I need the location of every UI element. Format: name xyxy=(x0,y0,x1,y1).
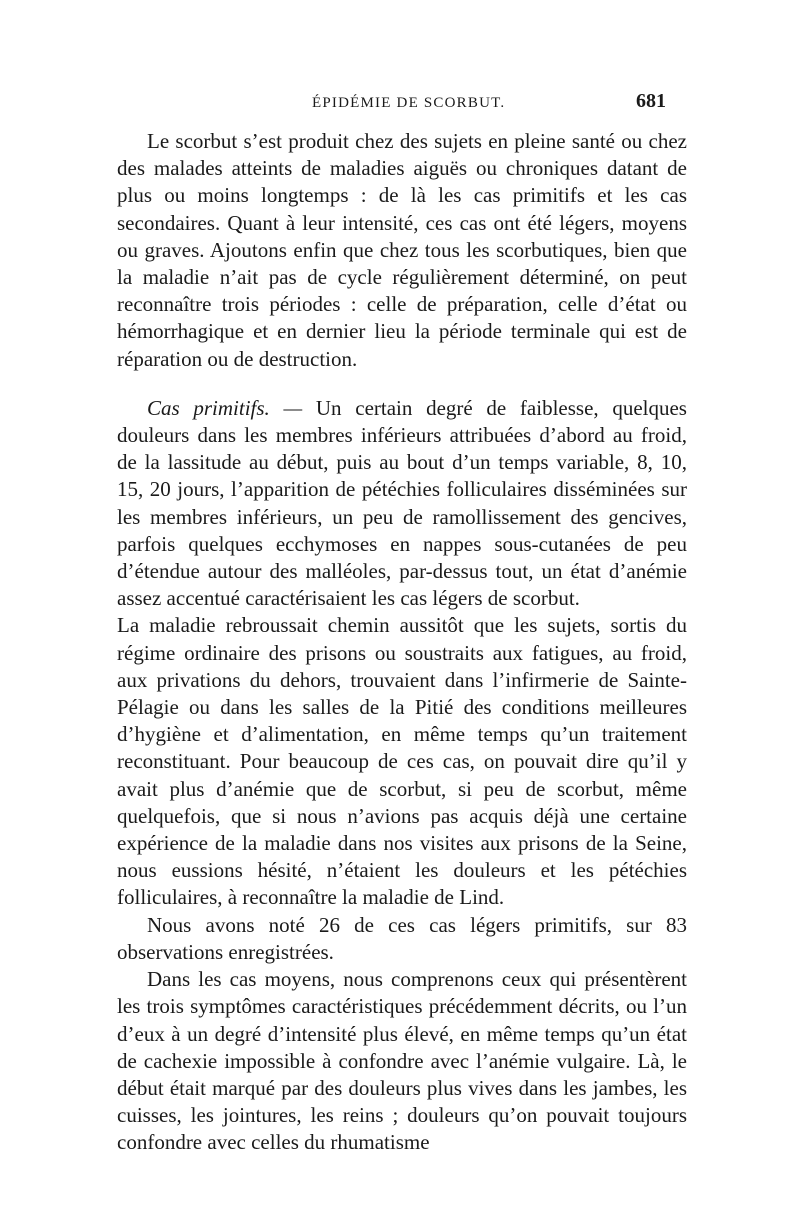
body-text xyxy=(117,128,687,1157)
paragraph-cas-primitifs xyxy=(117,395,687,613)
paragraph-text: Un certain degré de faiblesse, quelques douleurs dans les membres inférieurs attribuées d’abord au froid, de la lassitude au début, puis au bout d’un temps variable, 8, 10, 15, 20 jours, l’apparition de pétéchies folliculaires disséminées sur les membres inférieurs, un peu de ramollissement des gencives, parfois quelques ecchymoses en nappes sous-cutanées de peu d’étendue autour des malléoles, par-dessus tout, un état d’anémie assez accentué caractérisaient les cas légers de scorbut. xyxy=(117,395,687,611)
page-number: 681 xyxy=(636,90,666,112)
paragraph-intro xyxy=(117,128,687,373)
paragraph-text: La maladie rebroussait chemin aussitôt que les sujets, sortis du régime ordinaire des prisons ou soustraits aux fatigues, au froid, aux privations du dehors, trouvaient dans l’infirmerie de Sainte-Pélagie ou dans les salles de la Pitié des conditions meilleures d’hygiène et d’alimentation, en même temps qu’un traitement reconstituant. Pour beaucoup de ces cas, on pouvait dire qu’il y avait plus d’anémie que de scorbut, si peu de scorbut, même quelquefois, que si nous n’avions pas acquis déjà une certaine expérience de la maladie dans nos visites aux prisons de la Seine, nous eussions hésité, n’étaient les douleurs et les pétéchies folliculaires, à reconnaître la maladie de Lind. xyxy=(117,613,687,910)
paragraph-text: Dans les cas moyens, nous comprenons ceux qui présentèrent les trois symptômes caractéristiques précédemment décrits, ou l’un d’eux à un degré d’intensité plus élevé, en même temps qu’un état de cachexie impossible à confondre avec l’anémie vulgaire. Là, le début était marqué par des douleurs plus vives dans les jambes, les cuisses, les jointures, les reins ; douleurs qu’on pouvait toujours confondre avec celles du rhumatisme xyxy=(117,967,687,1155)
paragraph-rebroussait xyxy=(117,612,687,911)
running-title: ÉPIDÉMIE DE SCORBUT. xyxy=(312,95,506,111)
paragraph-cas-notes xyxy=(117,912,687,966)
paragraph-cas-moyens xyxy=(117,966,687,1156)
paragraph-text: Le scorbut s’est produit chez des sujets en pleine santé ou chez des malades atteints de maladies aiguës ou chroniques datant de plus ou moins longtemps : de là les cas primitifs et les cas secondaires. Quant à leur intensité, ces cas ont été légers, moyens ou graves. Ajoutons enfin que chez tous les scorbutiques, bien que la maladie n’ait pas de cycle régulièrement déterminé, on peut reconnaître trois périodes : celle de préparation, celle d’état ou hémorrhagique et en dernier lieu la période terminale qui est de réparation ou de destruction. xyxy=(117,129,687,371)
paragraph-text: Nous avons noté 26 de ces cas légers primitifs, sur 83 observations enregistrées. xyxy=(117,912,687,964)
section-lead: Cas primitifs. — xyxy=(147,395,303,420)
